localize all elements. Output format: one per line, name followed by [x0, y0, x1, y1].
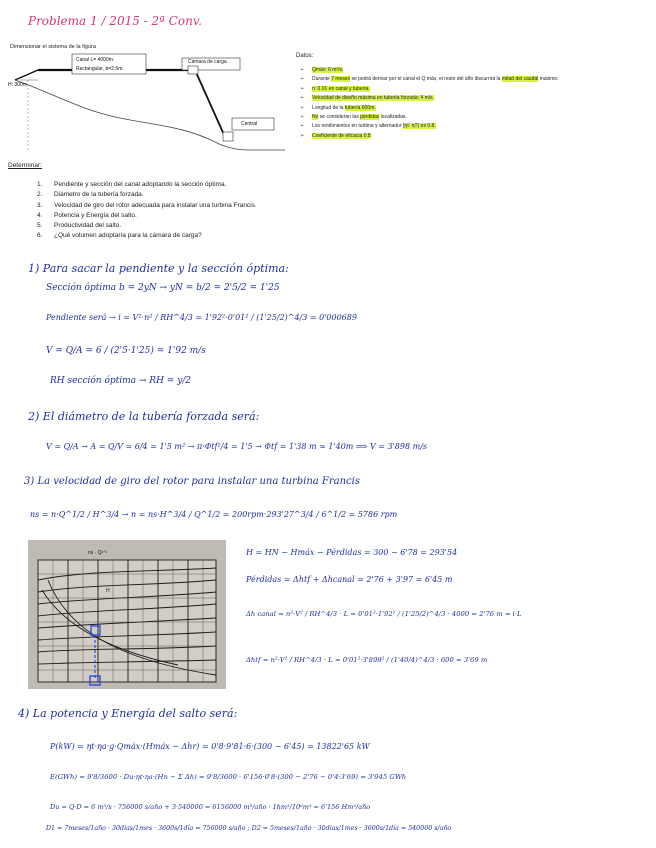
canal-length-label: Canal L= 4000m. [76, 57, 115, 63]
canal-shape-label: Rectangular, b=2.5m. [76, 66, 124, 72]
section3-line4: Δh canal = n²·V² / RH^4/3 · L = 0'01²·1'92² / (1'25/2)^4/3 · 4000 = 2'76 m = i·L [246, 610, 522, 618]
datos-heading: Datos: [296, 53, 314, 59]
datos-item: ➢ Longitud de la tubería 600m. [306, 104, 646, 113]
datos-list [306, 66, 646, 141]
page-title: Problema 1 / 2015 - 2ª Conv. [28, 14, 202, 28]
determinar-item: 4. Potencia y Energía del salto. [37, 211, 137, 219]
section4-line1: P(kW) = ηt·ηa·g·Qmáx·(Hmáx − Δhr) = 0'8·9'81·6·(300 − 6'45) = 13822'65 kW [50, 742, 370, 751]
section3-line2: H = HN − Hmáx − Pérdidas = 300 − 6'78 = 293'54 [246, 548, 458, 557]
section4-line2: E(GWh) = 9'8/3600 · Du·ηt·ηa·(Hn − Σ Δh) = 9'8/3600 · 6'156·0'8·(300 − 2'76 − 0'4·3'69) = 3'945 GWh [50, 773, 407, 781]
central-label: Central [241, 121, 258, 127]
figure-subtitle: Dimensionar el sistema de la figura [10, 44, 96, 50]
determinar-item: 2. Diámetro de la tubería forzada. [37, 191, 144, 199]
section4-line4: D1 = 7meses/1año · 30días/1mes · 3600s/1día = 756000 s/año ; D2 = 5meses/1año · 30días/1mes · 3600s/1día = 540000 s/año [46, 825, 452, 832]
datos-item: ➢ n: 0.01 en canal y tubería. [306, 85, 646, 94]
datos-item: ➢ Los rendimientos en turbina y alternador (ηt· ηT) es 0.8. [306, 122, 646, 131]
datos-item: ➢ Velocidad de diseño máxima en tubería forzada: 4 m/s. [306, 94, 646, 103]
section4-line3: Du = Q·D = 6 m³/s · 756000 s/año + 3·540000 = 6156000 m³/año · 1hm³/10⁶m³ = 6'156 Hm³/año [50, 803, 371, 811]
datos-item: ➢ No se consideran las pérdidas localizadas. [306, 113, 646, 122]
section2-heading: 2) El diámetro de la tubería forzada será: [28, 410, 260, 423]
section1-heading: 1) Para sacar la pendiente y la sección óptima: [28, 262, 289, 275]
height-label: H: 300m [8, 82, 27, 88]
system-schematic [10, 52, 290, 156]
datos-item: ➢ Qmáx: 6 m³/s. [306, 66, 646, 75]
section2-line1: V = Q/A → A = Q/V = 6/4 = 1'5 m² → π·Φtf²/4 = 1'5 → Φtf = 1'38 m ≈ 1'40m ⟹ V = 3'898 m/s [46, 442, 427, 451]
determinar-list [37, 180, 257, 242]
determinar-item: 3. Velocidad de giro del rotor adecuada para instalar una turbina Francis. [37, 201, 257, 209]
turbine-chart-photo [28, 540, 226, 689]
section1-line4: RH sección óptima → RH = y/2 [50, 376, 192, 386]
turbine-chart-drawing [28, 540, 226, 689]
section3-line1: ns = n·Q^1/2 / H^3/4 → n = ns·H^3/4 / Q^1/2 = 200rpm·293'27^3/4 / 6^1/2 = 5786 rpm [30, 510, 398, 519]
determinar-heading: Determinar: [8, 162, 42, 169]
determinar-item: 6. ¿Qué volumen adoptaría para la cámara de carga? [37, 232, 202, 240]
svg-text:ns · Q¹ᐟ²: ns · Q¹ᐟ² [88, 550, 108, 556]
section1-line1: Sección óptima b = 2yN → yN = b/2 = 2'5/2 = 1'25 [46, 283, 280, 293]
section3-heading: 3) La velocidad de giro del rotor para instalar una turbina Francis [24, 476, 360, 487]
section4-heading: 4) La potencia y Energía del salto será: [18, 707, 238, 720]
section3-line3: Pérdidas = Δhtf + Δhcanal = 2'76 + 3'97 = 6'45 m [246, 575, 453, 584]
svg-text:H: H [106, 588, 110, 594]
section1-line3: V = Q/A = 6 / (2'5·1'25) = 1'92 m/s [46, 346, 206, 356]
determinar-item: 5. Productividad del salto. [37, 222, 122, 230]
datos-item: ➢ Coeficiente de eficacia 0.8 [306, 132, 646, 141]
section1-line2: Pendiente será → i = V²·n² / RH^4/3 = 1'92²·0'01² / (1'25/2)^4/3 = 0'000689 [46, 313, 357, 322]
datos-item: ➢ Durante 7 meses se podrá derivar por el canal el Q máx, el resto del año discurrirá la mitad del caudal máximo. [306, 75, 646, 84]
tank-label: Cámara de carga [188, 59, 227, 65]
section3-line5: Δhtf = n²·V² / RH^4/3 · L = 0'01²·3'898² / (1'40/4)^4/3 · 600 = 3'69 m [246, 656, 488, 664]
determinar-item: 1. Pendiente y sección del canal adoptando la sección óptima. [37, 181, 227, 188]
